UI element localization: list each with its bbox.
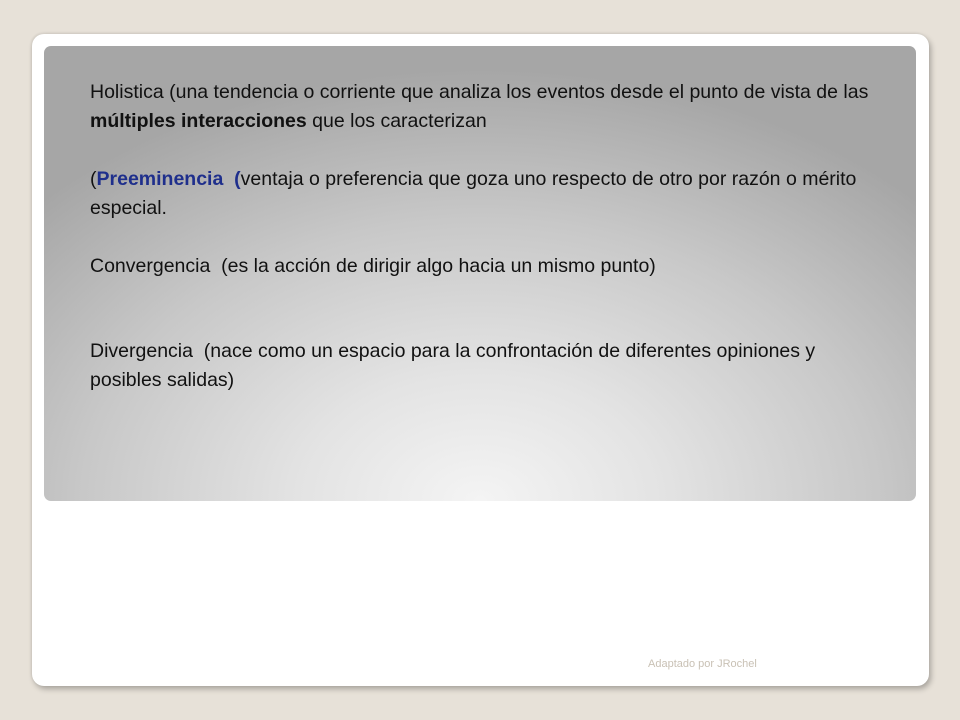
footer-credit: Adaptado por JRochel: [648, 658, 757, 670]
preeminencia-term: Preeminencia: [96, 168, 224, 190]
slide-card: [32, 34, 929, 686]
paragraph-preeminencia: [90, 165, 890, 223]
preeminencia-open-paren: (: [90, 168, 97, 190]
paragraph-spacer: [90, 223, 890, 252]
holistica-bold-phrase: múltiples interacciones: [90, 110, 307, 132]
paragraph-spacer: [90, 281, 890, 337]
paragraph-divergencia: Divergencia (nace como un espacio para la confrontación de diferentes opiniones y posibles salidas): [90, 340, 821, 391]
paragraph-holistica: [90, 78, 890, 136]
content-panel: [44, 46, 916, 501]
paragraph-convergencia: Convergencia (es la acción de dirigir algo hacia un mismo punto): [90, 255, 656, 277]
holistica-text-start: Holistica (una tendencia o corriente que analiza los eventos desde el punto de vista de las: [90, 81, 869, 103]
paragraph-spacer: [90, 136, 890, 165]
slide-text-block: [90, 78, 890, 395]
preeminencia-paren: (: [234, 168, 241, 190]
holistica-text-end: que los caracterizan: [306, 110, 487, 132]
preeminencia-definition: ventaja o preferencia que goza uno respecto de otro por razón o mérito especial.: [90, 168, 857, 219]
preeminencia-spacer: [223, 168, 234, 190]
